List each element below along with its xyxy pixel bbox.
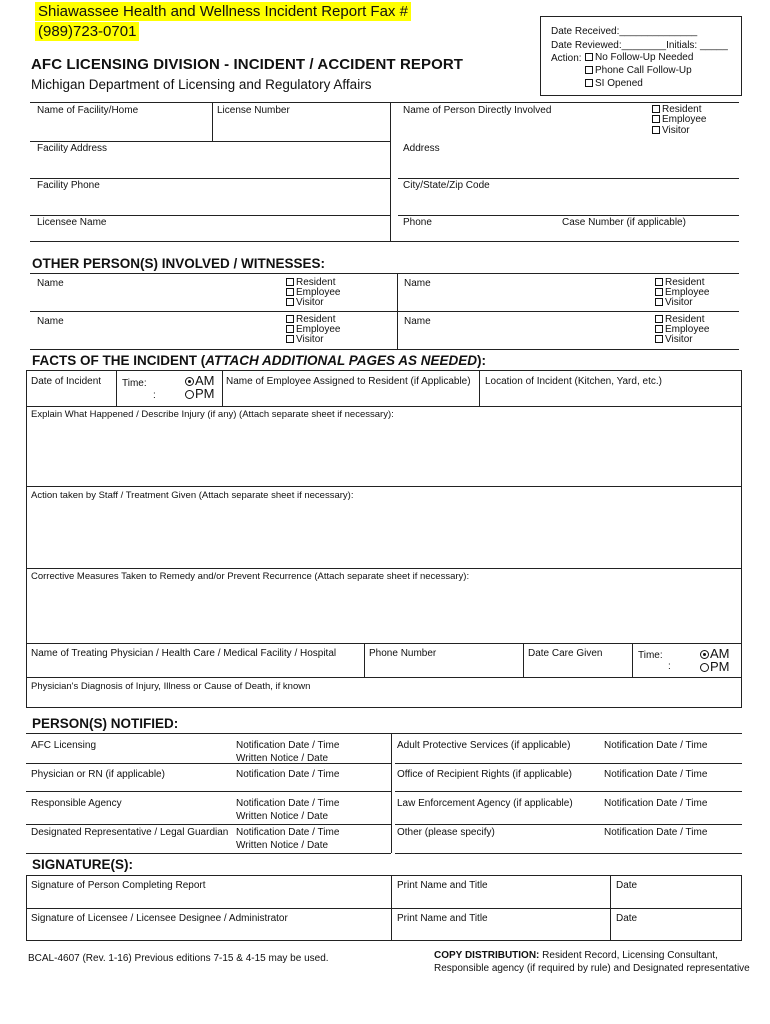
notif-date-time: Notification Date / Time: [604, 769, 708, 780]
signature-date-2[interactable]: Date: [616, 913, 638, 924]
facility-address-label: Facility Address: [37, 143, 108, 154]
witnesses-heading: OTHER PERSON(S) INVOLVED / WITNESSES:: [32, 256, 326, 271]
physician-label: Name of Treating Physician / Health Care / Medical Facility / Hospital: [31, 648, 337, 659]
care-date-label: Date Care Given: [528, 648, 603, 659]
notified-recipient-rights: Office of Recipient Rights (if applicable): [397, 769, 572, 780]
action-no-followup[interactable]: No Follow-Up Needed: [585, 53, 693, 63]
incident-pm-option[interactable]: PM: [185, 388, 215, 400]
checkbox-icon[interactable]: [286, 278, 294, 286]
incident-date-label: Date of Incident: [31, 376, 102, 387]
licensee-name-label: Licensee Name: [37, 217, 107, 228]
radio-selected-icon[interactable]: [700, 650, 709, 659]
person-address-label: Address: [403, 143, 440, 154]
form-id: BCAL-4607 (Rev. 1-16) Previous editions 7-15 & 4-15 may be used.: [28, 953, 329, 964]
page-subtitle: Michigan Department of Licensing and Regulatory Affairs: [31, 77, 372, 92]
case-number-label: Case Number (if applicable): [562, 217, 686, 228]
checkbox-icon[interactable]: [652, 105, 660, 113]
checkbox-icon[interactable]: [585, 79, 593, 87]
witness4-name-label: Name: [404, 316, 431, 327]
person-phone-label: Phone: [403, 217, 432, 228]
notified-other: Other (please specify): [397, 827, 495, 838]
witness1-role-visitor[interactable]: Visitor: [286, 298, 324, 308]
page-title: AFC LICENSING DIVISION - INCIDENT / ACCIDENT REPORT: [31, 56, 464, 73]
care-time-colon: :: [668, 661, 671, 672]
notif-date-time: Notification Date / Time: [604, 798, 708, 809]
care-time-label: Time:: [638, 650, 663, 661]
person-role-employee[interactable]: Employee: [652, 115, 706, 125]
witness2-name-label: Name: [404, 278, 431, 289]
diagnosis-label: Physician's Diagnosis of Injury, Illness or Cause of Death, if known: [31, 681, 311, 692]
employee-assigned-label: Name of Employee Assigned to Resident (if Applicable): [226, 376, 471, 387]
notified-heading: PERSON(S) NOTIFIED:: [32, 716, 179, 731]
checkbox-icon[interactable]: [655, 335, 663, 343]
notif-date-time: Notification Date / Time: [604, 827, 708, 838]
action-si-opened[interactable]: SI Opened: [585, 79, 643, 89]
radio-selected-icon[interactable]: [185, 377, 194, 386]
copy-distribution: COPY DISTRIBUTION: Resident Record, Licensing Consultant,: [434, 950, 718, 961]
care-pm-option[interactable]: PM: [700, 661, 730, 673]
witness2-role-employee[interactable]: Employee: [655, 288, 709, 298]
checkbox-icon[interactable]: [585, 53, 593, 61]
witness4-role-visitor[interactable]: Visitor: [655, 335, 693, 345]
notif-date-time: Notification Date / Time: [236, 798, 340, 809]
fax-banner-line2: (989)723-0701: [35, 22, 139, 41]
notified-law-enforcement: Law Enforcement Agency (if applicable): [397, 798, 573, 809]
checkbox-icon[interactable]: [286, 335, 294, 343]
print-name-title-2[interactable]: Print Name and Title: [397, 913, 488, 924]
checkbox-icon[interactable]: [652, 126, 660, 134]
witness1-name-label: Name: [37, 278, 64, 289]
checkbox-icon[interactable]: [585, 66, 593, 74]
signature-date-1[interactable]: Date: [616, 880, 638, 891]
incident-am-option[interactable]: AM: [185, 375, 215, 387]
fax-banner-line1: Shiawassee Health and Wellness Incident Report Fax #: [35, 2, 411, 21]
witness1-role-employee[interactable]: Employee: [286, 288, 340, 298]
checkbox-icon[interactable]: [655, 325, 663, 333]
facility-name-label: Name of Facility/Home: [37, 105, 139, 116]
action-phone-followup[interactable]: Phone Call Follow-Up: [585, 66, 692, 76]
incident-time-label: Time:: [122, 378, 147, 389]
notified-guardian: Designated Representative / Legal Guardian: [31, 827, 229, 838]
action-label: Action:: [551, 53, 582, 64]
notif-date-time: Notification Date / Time: [604, 740, 708, 751]
witness3-name-label: Name: [37, 316, 64, 327]
radio-icon[interactable]: [185, 390, 194, 399]
witness4-role-resident[interactable]: Resident: [655, 315, 704, 325]
notif-date-time: Notification Date / Time: [236, 769, 340, 780]
notified-physician: Physician or RN (if applicable): [31, 769, 165, 780]
witness3-role-resident[interactable]: Resident: [286, 315, 335, 325]
witness3-role-employee[interactable]: Employee: [286, 325, 340, 335]
notified-afc-licensing: AFC Licensing: [31, 740, 97, 751]
written-notice-date: Written Notice / Date: [236, 753, 329, 764]
date-reviewed-field[interactable]: Date Reviewed:________Initials: _____: [551, 40, 728, 51]
checkbox-icon[interactable]: [286, 298, 294, 306]
date-received-field[interactable]: Date Received:______________: [551, 26, 698, 37]
checkbox-icon[interactable]: [655, 298, 663, 306]
written-notice-date: Written Notice / Date: [236, 840, 329, 851]
corrective-measures-label: Corrective Measures Taken to Remedy and/or Prevent Recurrence (Attach separate sheet if necessary):: [31, 571, 470, 582]
notif-date-time: Notification Date / Time: [236, 740, 340, 751]
person-role-resident[interactable]: Resident: [652, 105, 701, 115]
checkbox-icon[interactable]: [286, 288, 294, 296]
checkbox-icon[interactable]: [655, 278, 663, 286]
checkbox-icon[interactable]: [652, 115, 660, 123]
checkbox-icon[interactable]: [655, 315, 663, 323]
facts-heading: FACTS OF THE INCIDENT (ATTACH ADDITIONAL PAGES AS NEEDED):: [32, 353, 487, 368]
written-notice-date: Written Notice / Date: [236, 811, 329, 822]
person-role-visitor[interactable]: Visitor: [652, 126, 690, 136]
signature-licensee[interactable]: Signature of Licensee / Licensee Designee / Administrator: [31, 913, 288, 924]
explain-label: Explain What Happened / Describe Injury (if any) (Attach separate sheet if necessary):: [31, 409, 394, 420]
physician-phone-label: Phone Number: [369, 648, 437, 659]
signature-completer[interactable]: Signature of Person Completing Report: [31, 880, 206, 891]
city-state-zip-label: City/State/Zip Code: [403, 180, 490, 191]
notified-aps: Adult Protective Services (if applicable): [397, 740, 571, 751]
radio-icon[interactable]: [700, 663, 709, 672]
incident-time-colon: :: [153, 390, 156, 401]
notified-responsible-agency: Responsible Agency: [31, 798, 122, 809]
person-involved-label: Name of Person Directly Involved: [403, 105, 552, 116]
witness2-role-resident[interactable]: Resident: [655, 278, 704, 288]
witness2-role-visitor[interactable]: Visitor: [655, 298, 693, 308]
witness1-role-resident[interactable]: Resident: [286, 278, 335, 288]
witness4-role-employee[interactable]: Employee: [655, 325, 709, 335]
incident-location-label: Location of Incident (Kitchen, Yard, etc.): [485, 376, 662, 387]
license-number-label: License Number: [217, 105, 290, 116]
signatures-heading: SIGNATURE(S):: [32, 857, 133, 872]
copy-distribution-line2: Responsible agency (if required by rule) and Designated representative: [434, 963, 750, 974]
witness3-role-visitor[interactable]: Visitor: [286, 335, 324, 345]
facility-phone-label: Facility Phone: [37, 180, 100, 191]
notif-date-time: Notification Date / Time: [236, 827, 340, 838]
checkbox-icon[interactable]: [286, 315, 294, 323]
print-name-title-1[interactable]: Print Name and Title: [397, 880, 488, 891]
action-taken-label: Action taken by Staff / Treatment Given (Attach separate sheet if necessary):: [31, 490, 354, 501]
care-am-option[interactable]: AM: [700, 648, 730, 660]
checkbox-icon[interactable]: [286, 325, 294, 333]
checkbox-icon[interactable]: [655, 288, 663, 296]
